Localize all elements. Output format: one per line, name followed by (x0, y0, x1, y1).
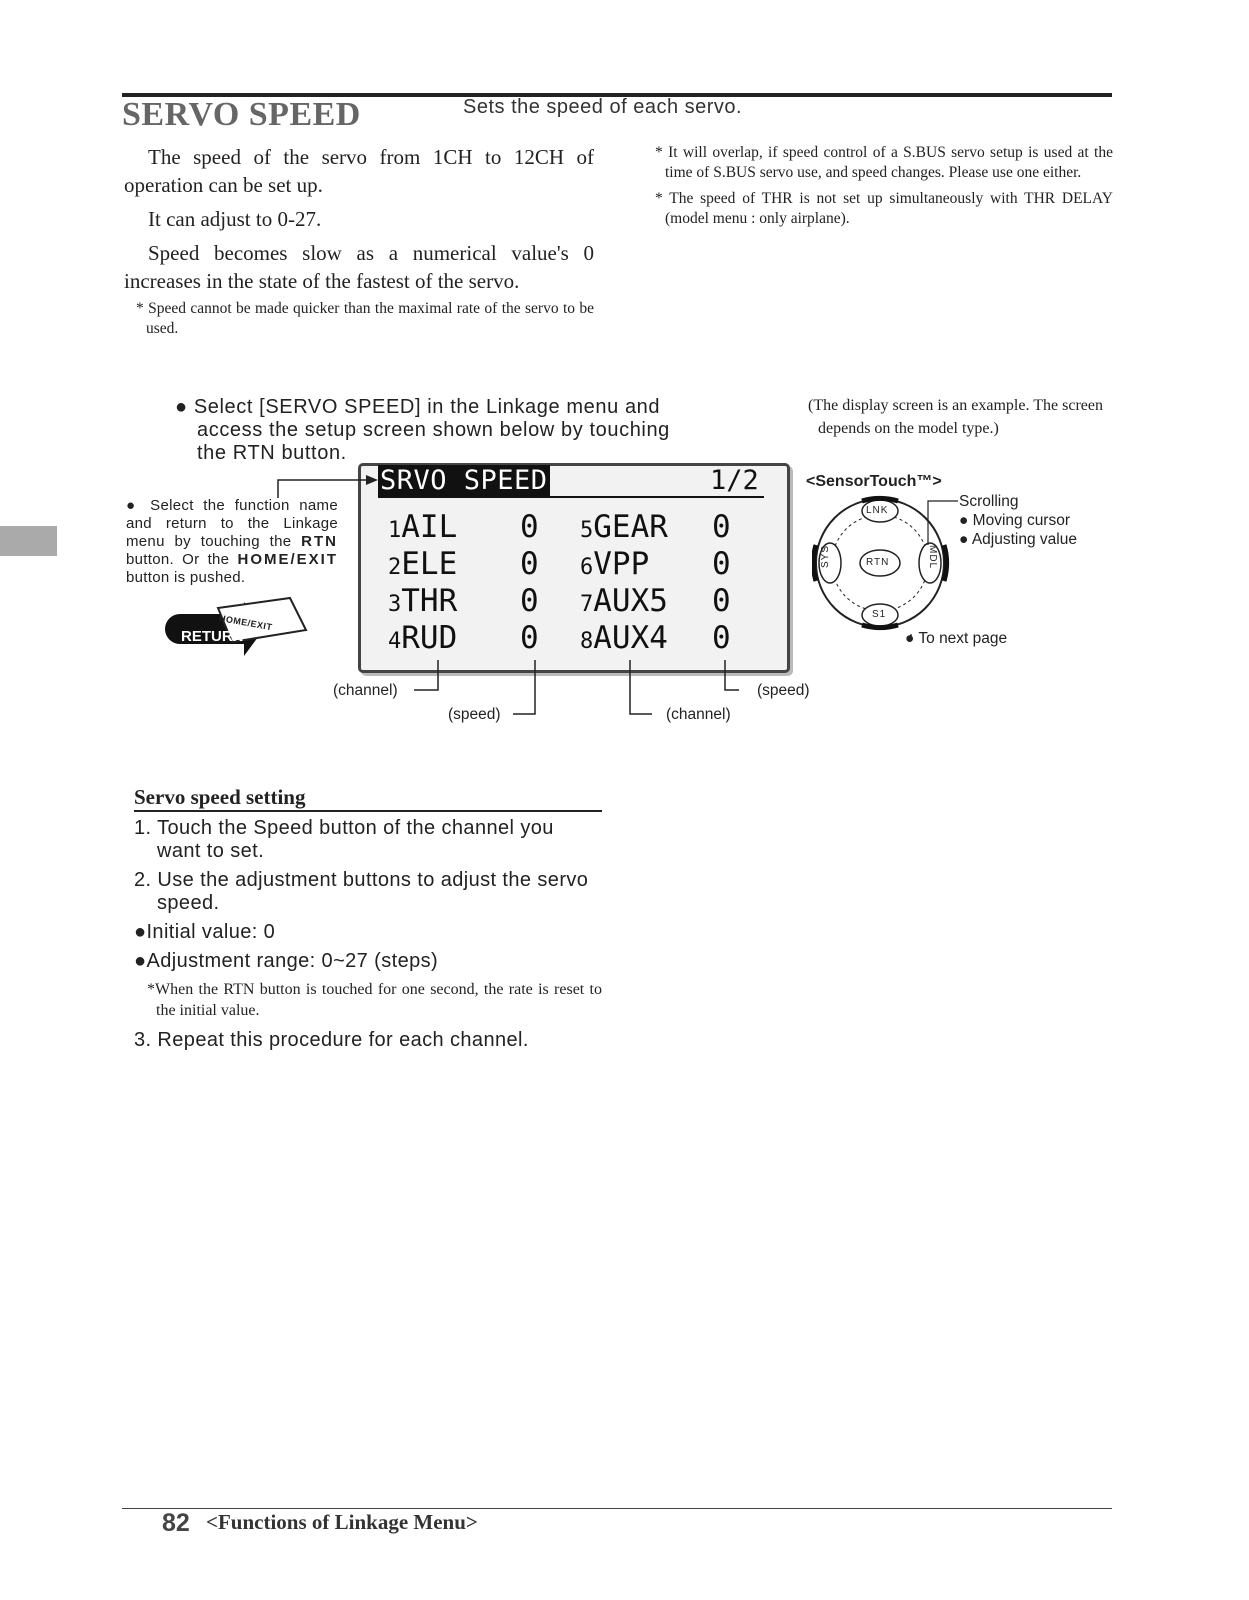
sys-key[interactable]: SYS (820, 544, 831, 568)
intro-text (124, 143, 594, 301)
adjusting-value-label: ● Adjusting value (959, 531, 1077, 548)
title-pointer-line (270, 470, 380, 500)
footer-label: <Functions of Linkage Menu> (206, 1510, 478, 1534)
step-item: 1. Touch the Speed button of the channel you want to set. (134, 817, 554, 862)
adjustment-range: ●Adjustment range: 0~27 (steps) (134, 950, 439, 972)
note-sbus: * It will overlap, if speed control of a S.BUS servo setup is used at the time of S.BUS servo use, and speed changes. Please use one either. (655, 144, 1113, 181)
instruction-text: ● Select [SERVO SPEED] in the Linkage menu and access the setup screen shown below by touching the RTN button. (175, 396, 670, 464)
lcd-speed-button[interactable]: 0 (520, 509, 539, 545)
lcd-speed-button[interactable]: 0 (520, 546, 539, 582)
lcd-channel-button[interactable]: 6VPP (580, 546, 650, 582)
next-page-label: ● To next page (905, 630, 1008, 647)
initial-value: ●Initial value: 0 (134, 921, 276, 943)
lcd-channel-button[interactable]: 7AUX5 (580, 583, 668, 619)
speed-note (136, 299, 594, 345)
note-thr: * The speed of THR is not set up simultaneously with THR DELAY (model menu : only airplane). (655, 190, 1113, 227)
mdl-key[interactable]: MDL (927, 545, 938, 570)
s1-key[interactable]: S1 (872, 609, 887, 620)
return-label: RETURN (181, 628, 244, 645)
home-exit-tag: HOME/EXIT (218, 613, 274, 633)
lcd-channel-button[interactable]: 1AIL (388, 509, 458, 545)
rtn-key[interactable]: RTN (866, 557, 890, 568)
page-title: SERVO SPEED (122, 96, 361, 133)
lcd-channel-button[interactable]: 4RUD (388, 620, 458, 656)
lcd-speed-button[interactable]: 0 (712, 509, 731, 545)
example-note (808, 394, 1103, 440)
lcd-channel-button[interactable]: 3THR (388, 583, 458, 619)
callout-speed-label: (speed) (757, 682, 810, 699)
lcd-speed-button[interactable]: 0 (712, 583, 731, 619)
section-rule (134, 810, 602, 812)
lcd-title[interactable]: SRVO SPEED (380, 465, 548, 496)
step-item: 3. Repeat this procedure for each channel. (134, 1029, 529, 1051)
instruction (175, 396, 695, 465)
page-number: 82 (162, 1509, 190, 1537)
lcd-speed-button[interactable]: 0 (712, 620, 731, 656)
lcd-channel-button[interactable]: 5GEAR (580, 509, 668, 545)
callout-channel-label: (channel) (333, 682, 398, 699)
scrolling-label: Scrolling (959, 493, 1019, 510)
lnk-key[interactable]: LNK (866, 505, 889, 516)
page-subtitle: Sets the speed of each servo. (463, 96, 743, 118)
callout-speed-label: (speed) (448, 706, 501, 723)
lcd-divider (378, 496, 764, 498)
step-item: 2. Use the adjustment buttons to adjust the servo speed. (134, 869, 589, 914)
rtn-note: *When the RTN button is touched for one second, the rate is reset to the initial value. (147, 981, 602, 1019)
lcd-channel-button[interactable]: 2ELE (388, 546, 458, 582)
right-notes (655, 143, 1113, 235)
moving-cursor-label: ● Moving cursor (959, 512, 1071, 529)
callout-channel-label: (channel) (666, 706, 731, 723)
section-heading: Servo speed setting (134, 785, 306, 809)
sensortouch-label: <SensorTouch™> (806, 473, 942, 490)
intro-paragraph: It can adjust to 0-27. (148, 207, 322, 231)
sensor-callout-lines (910, 495, 960, 645)
intro-paragraph: Speed becomes slow as a numerical value's 0 increases in the state of the fastest of the servo. (124, 241, 594, 293)
intro-paragraph: The speed of the servo from 1CH to 12CH of operation can be set up. (124, 145, 594, 197)
lcd-channel-button[interactable]: 8AUX4 (580, 620, 668, 656)
side-tab-marker (0, 526, 57, 556)
steps-list (134, 817, 602, 1058)
lcd-speed-button[interactable]: 0 (520, 583, 539, 619)
footer-rule (122, 1508, 1112, 1509)
side-note: ● Select the function name and return to the Linkage menu by touching the RTN button. Or the HOME/EXIT button is pushed. (126, 497, 338, 586)
example-text: (The display screen is an example. The screen depends on the model type.) (808, 397, 1103, 437)
lcd-speed-button[interactable]: 0 (520, 620, 539, 656)
lcd-speed-button[interactable]: 0 (712, 546, 731, 582)
lcd-page-indicator[interactable]: 1/2 (710, 465, 759, 496)
note-text: * Speed cannot be made quicker than the maximal rate of the servo to be used. (136, 300, 594, 337)
